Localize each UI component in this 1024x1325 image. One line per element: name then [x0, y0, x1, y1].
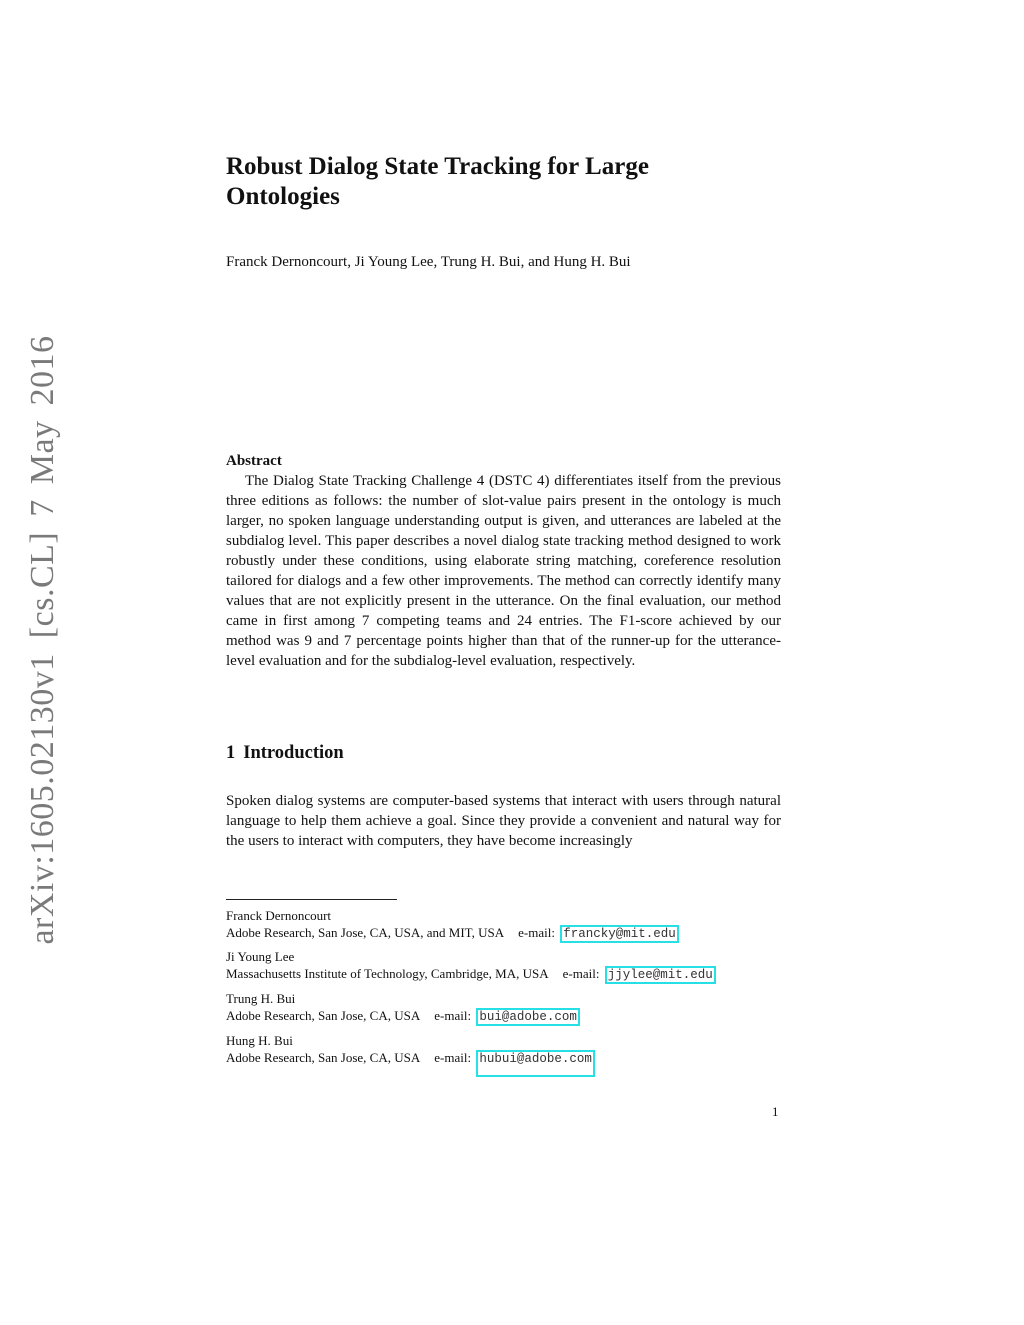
email-link-trung-bui[interactable]: bui@adobe.com: [476, 1008, 580, 1026]
section-title: Introduction: [243, 743, 344, 763]
email-link-dernoncourt[interactable]: francky@mit.edu: [560, 925, 679, 943]
arxiv-stamp: arXiv:1605.02130v1 [cs.CL] 7 May 2016: [24, 335, 61, 945]
email-link-hung-bui[interactable]: hubui@adobe.com: [476, 1050, 595, 1077]
paper-title: Robust Dialog State Tracking for Large Ontologies: [226, 153, 649, 210]
footnote-affiliation: Massachusetts Institute of Technology, Cambridge, MA, USA: [226, 966, 549, 981]
footnote-affiliation: Adobe Research, San Jose, CA, USA: [226, 1050, 421, 1065]
email-label: e-mail:: [434, 1008, 472, 1023]
email-label: e-mail:: [434, 1050, 472, 1065]
section-heading: [226, 741, 344, 765]
email-label: e-mail:: [562, 966, 600, 981]
footnote-affiliation-3: [226, 990, 826, 1026]
page-number: 1: [772, 1104, 779, 1119]
abstract-text: The Dialog State Tracking Challenge 4 (DSTC 4) differentiates itself from the previous three editions as follows: the number of slot-value pairs present in the ontology is much larger, no spoken language understanding output is given, and utterances are labeled at the subdialog level. This paper describes a novel dialog state tracking method designed to work robustly under these conditions, using elaborate string matching, coreference resolution tailored for dialogs and a few other improvements. The method can correctly identify many values that are not explicitly present in the utterance. On the final evaluation, our method came in first among 7 competing teams and 24 entries. The F1-score achieved by our method was 9 and 7 percentage points higher than that of the runner-up for the utterance-level evaluation and for the subdialog-level evaluation, respectively.: [226, 473, 781, 669]
footnote-author-name: Franck Dernoncourt: [226, 908, 332, 923]
footnote-affiliation-4: [226, 1032, 826, 1068]
footnote-affiliation-1: [226, 907, 826, 943]
author-list: Franck Dernoncourt, Ji Young Lee, Trung H. Bui, and Hung H. Bui: [226, 254, 631, 270]
introduction-text: Spoken dialog systems are computer-based systems that interact with users through natural language to help them achieve a goal. Since they provide a convenient and natural way for the users to interact with computers, they have become increasingly: [226, 793, 781, 849]
footnote-divider: [226, 899, 397, 900]
footnote-author-name: Ji Young Lee: [226, 949, 295, 964]
footnote-author-name: Trung H. Bui: [226, 991, 296, 1006]
email-link-lee[interactable]: jjylee@mit.edu: [605, 966, 716, 984]
footnote-affiliation: Adobe Research, San Jose, CA, USA: [226, 1008, 421, 1023]
abstract-heading: Abstract: [226, 453, 282, 469]
footnote-affiliation-2: [226, 948, 826, 984]
email-label: e-mail:: [518, 925, 555, 940]
section-number: 1: [226, 743, 236, 763]
footnote-author-name: Hung H. Bui: [226, 1033, 293, 1048]
footnote-affiliation: Adobe Research, San Jose, CA, USA, and MIT, USA: [226, 925, 505, 940]
